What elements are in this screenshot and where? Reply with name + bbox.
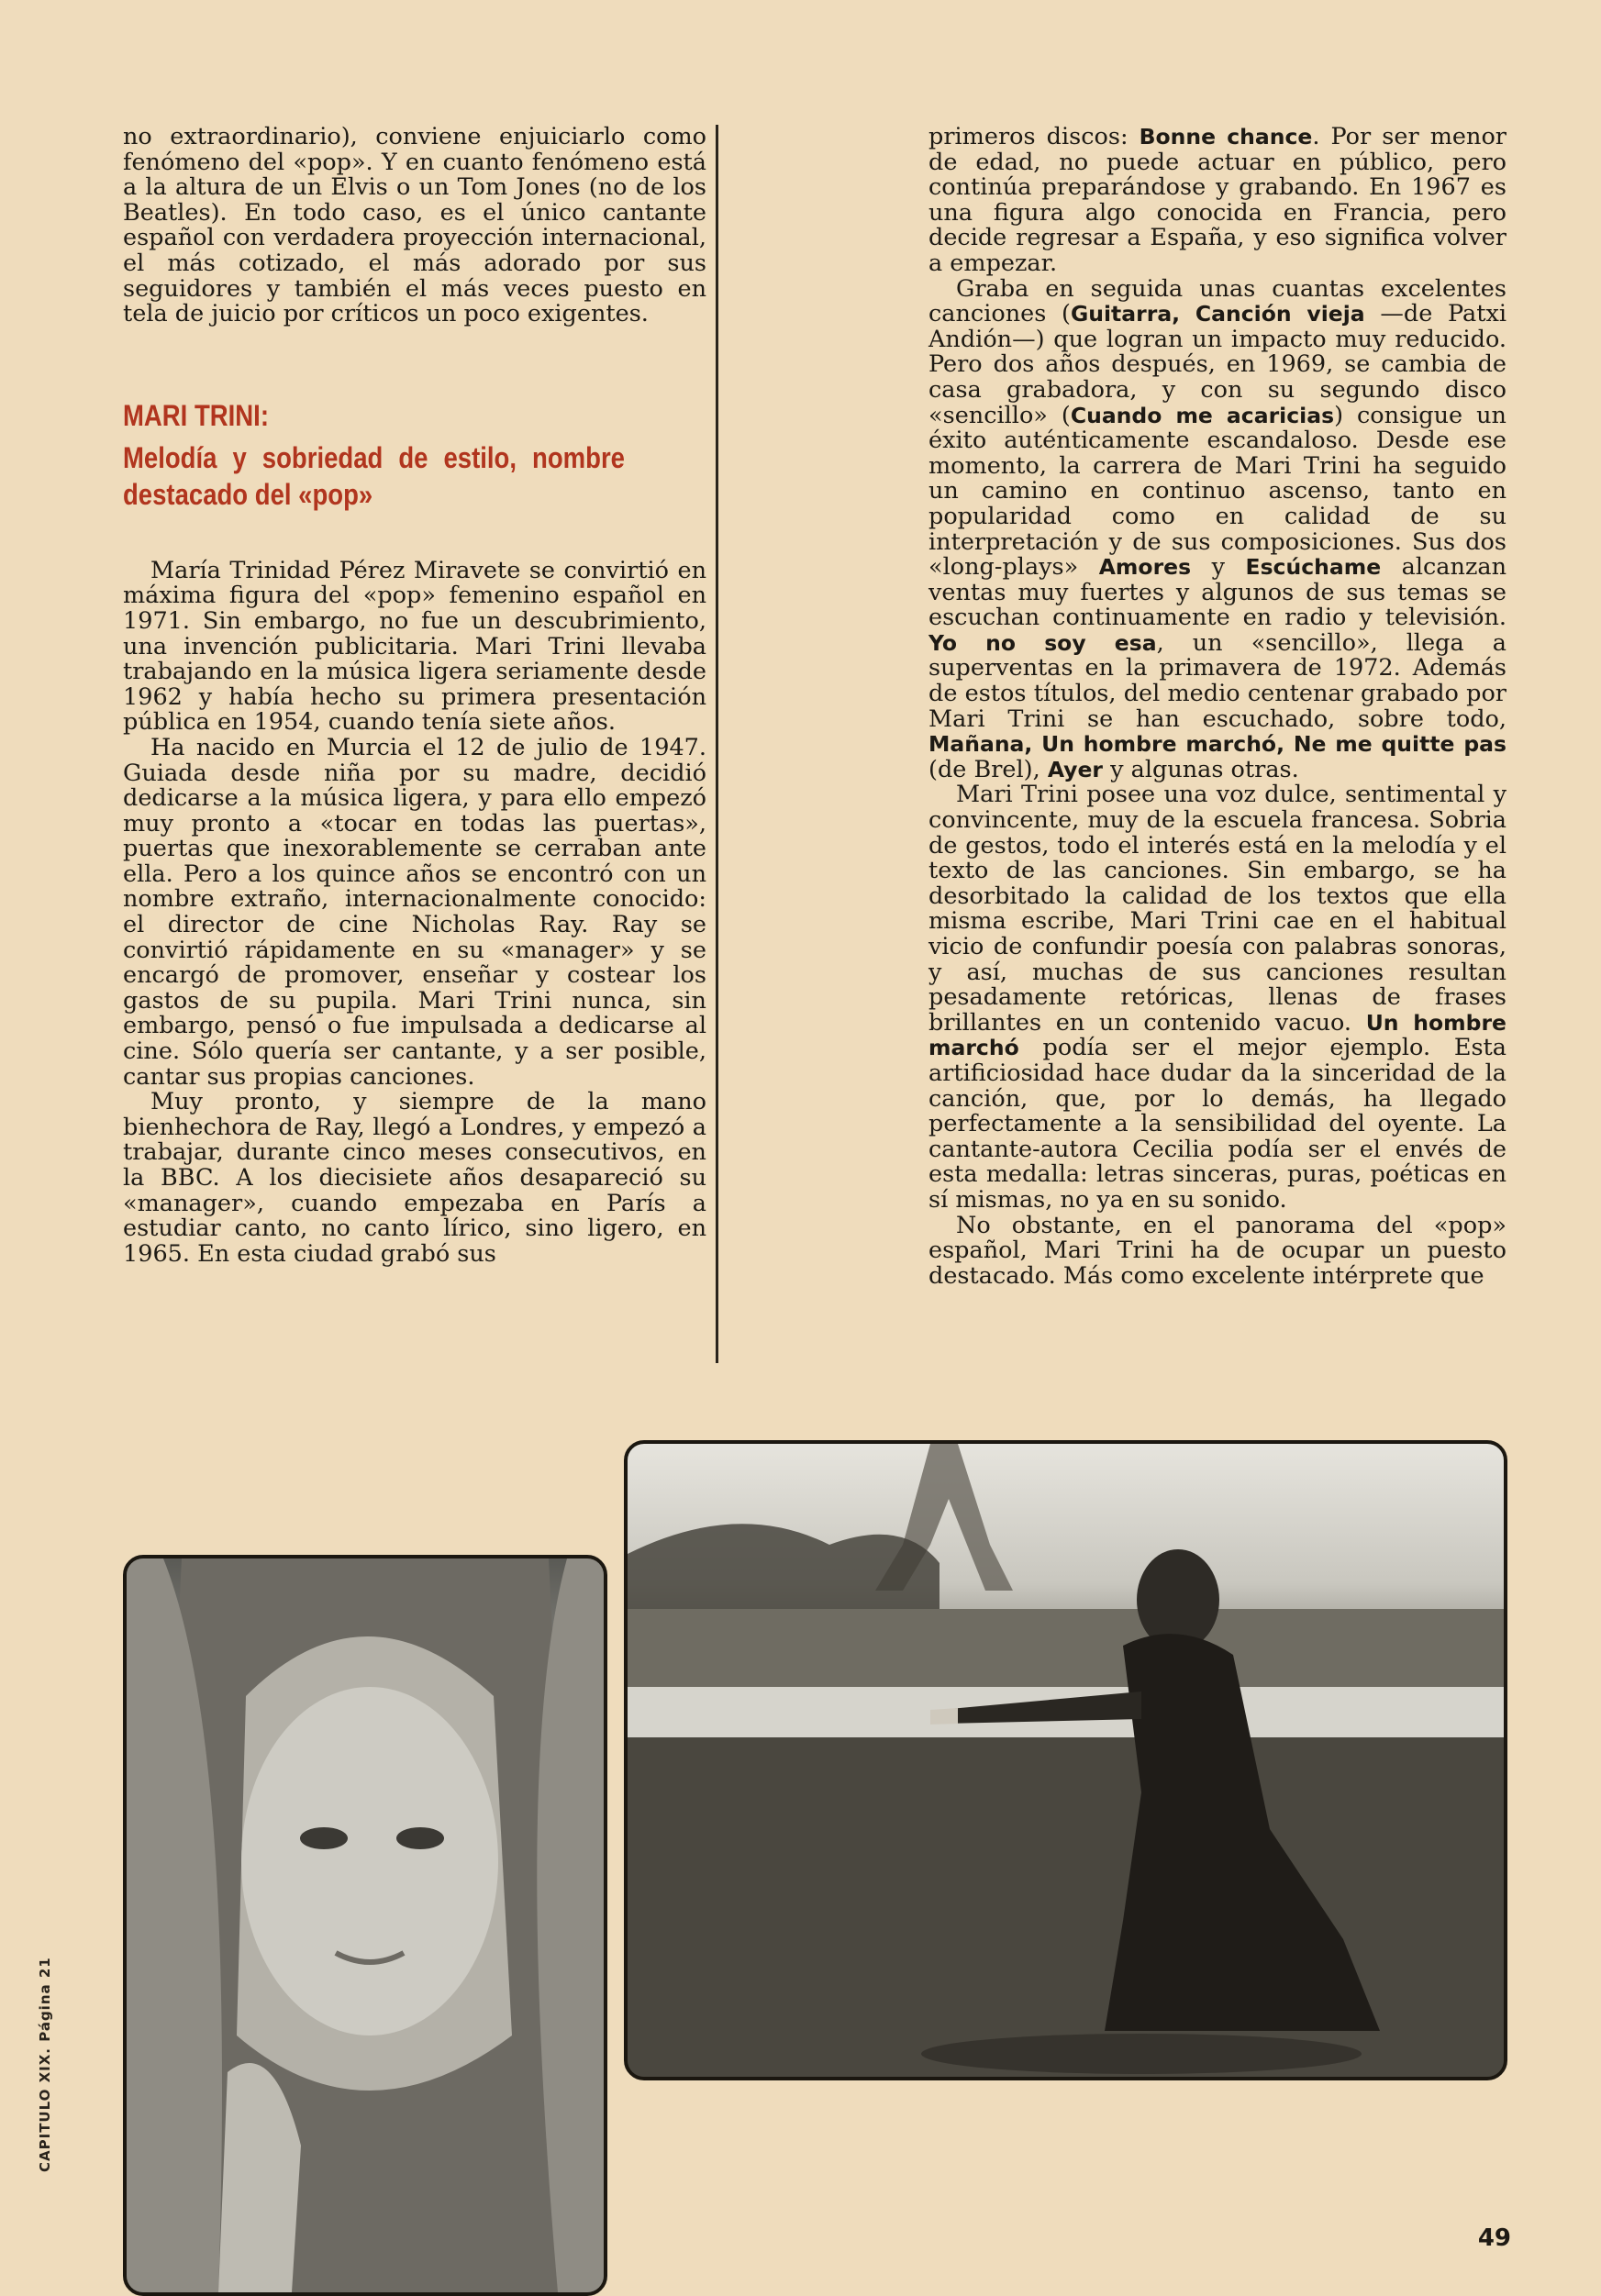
paragraph-2: Ha nacido en Murcia el 12 de julio de 1947. Guiada desde niña por su madre, decidió dedicarse a la música ligera, y para ello empezó muy pronto a «tocar en todas las puertas», puertas que inexorablemente se cerraban ante ella. Pero a los quince años se encontró con un nombre extraño, internacionalmente conocido: el director de cine Nicholas Ray. Ray se convirtió rápidamente en su «manager» y se encargó de promover, enseñar y costear los gastos de su pupila. Mari Trini nunca, sin embargo, pensó o fue impulsada a dedicarse al cine. Sólo quería ser cantante, y a ser posible, cantar sus propias canciones. [123, 733, 706, 1091]
paragraph-conclusion: No obstante, en el panorama del «pop» español, Mari Trini ha de ocupar un puesto destacado. Más como excelente intérprete que [928, 1211, 1506, 1290]
paragraph-intro: no extraordinario), conviene enjuiciarlo como fenómeno del «pop». Y en cuanto fenómeno está a la altura de un Elvis o un Tom Jones (no de los Beatles). En todo caso, es el único cantante español con verdadera proyección internacional, el más cotizado, el más adorado por sus seguidores y también el más veces puesto en tela de juicio por críticos un poco exigentes. [123, 123, 706, 328]
text-column-left [123, 125, 706, 1267]
paragraph-career: Graba en seguida unas cuantas excelentes canciones (Guitarra, Canción vieja —de Patxi Andión—) que logran un impacto muy reducido. Pero dos años después, en 1969, se cambia de casa grabadora, y con su segundo disco «sencillo» (Cuando me acaricias) consigue un éxito auténticamente escandaloso. Desde ese momento, la carrera de Mari Trini ha seguido un camino en continuo ascenso, tanto en popularidad como en calidad de su interpretación y de sus composiciones. Sus dos «long-plays» Amores y Escúchame alcanzan ventas muy fuertes y algunos de sus temas se escuchan continuamente en radio y televisión. Yo no soy esa, un «sencillo», llega a superventas en la primavera de 1972. Además de estos títulos, del medio centenar grabado por Mari Trini se han escuchado, sobre todo, Mañana, Un hombre marchó, Ne me quitte pas (de Brel), Ayer y algunas otras. [928, 274, 1507, 783]
paragraph-3: Muy pronto, y siempre de la mano bienhechora de Ray, llegó a Londres, y empezó a trabajar, durante cinco meses consecutivos, en la BBC. A los diecisiete años desapareció su «manager», cuando empezaba en París a estudiar canto, no canto lírico, sino ligero, en 1965. En esta ciudad grabó sus [123, 1088, 706, 1268]
photo-eiffel-park-drawing [628, 1444, 1504, 2077]
paragraph-1: María Trinidad Pérez Miravete se convirtió en máxima figura del «pop» femenino español en 1971. Sin embargo, no fue un descubrimiento, una invención publicitaria. Mari Trini llevaba trabajando en la música ligera seriamente desde 1962 y había hecho su primera presentación pública en 1954, cuando tenía siete años. [123, 556, 706, 737]
paragraph-voice: Mari Trini posee una voz dulce, sentimental y convincente, muy de la escuela francesa. Sobria de gestos, todo el interés está en la melodía y el texto de las canciones. Sin embargo, se ha desorbitado la calidad de los textos que ella misma escribe, Mari Trini cae en el habitual vicio de confundir poesía con palabras sonoras, y así, muchas de sus canciones resultan pesadamente retóricas, llenas de frases brillantes en un contenido vacuo. Un hombre marchó podía ser el mejor ejemplo. Esta artificiosidad hace dudar da la sinceridad de la canción, que, por lo demás, ha llegado perfectamente a la sensibilidad del oyente. La cantante-autora Cecilia podía ser el envés de esta medalla: letras sinceras, puras, poéticas en sí mismas, no ya en su sonido. [928, 781, 1506, 1214]
column-divider [716, 125, 718, 1363]
heading-subtitle: Melodía y sobriedad de estilo, nombre destacado del «pop» [123, 440, 625, 511]
photo-portrait-drawing [127, 1558, 604, 2292]
section-heading [123, 397, 625, 513]
photo-eiffel-park [624, 1440, 1507, 2080]
page-number: 49 [1477, 2224, 1511, 2252]
paragraph-records: primeros discos: Bonne chance. Por ser menor de edad, no puede actuar en público, pero continúa preparándose y grabando. En 1967 es una figura algo conocida en Francia, pero decide regresar a España, y eso significa volver a empezar. [928, 123, 1506, 277]
side-caption: CAPITULO XIX. Página 21 [37, 1957, 53, 2172]
text-column-right [928, 125, 1506, 1289]
heading-title: MARI TRINI: [123, 398, 269, 432]
photo-portrait [123, 1555, 607, 2296]
